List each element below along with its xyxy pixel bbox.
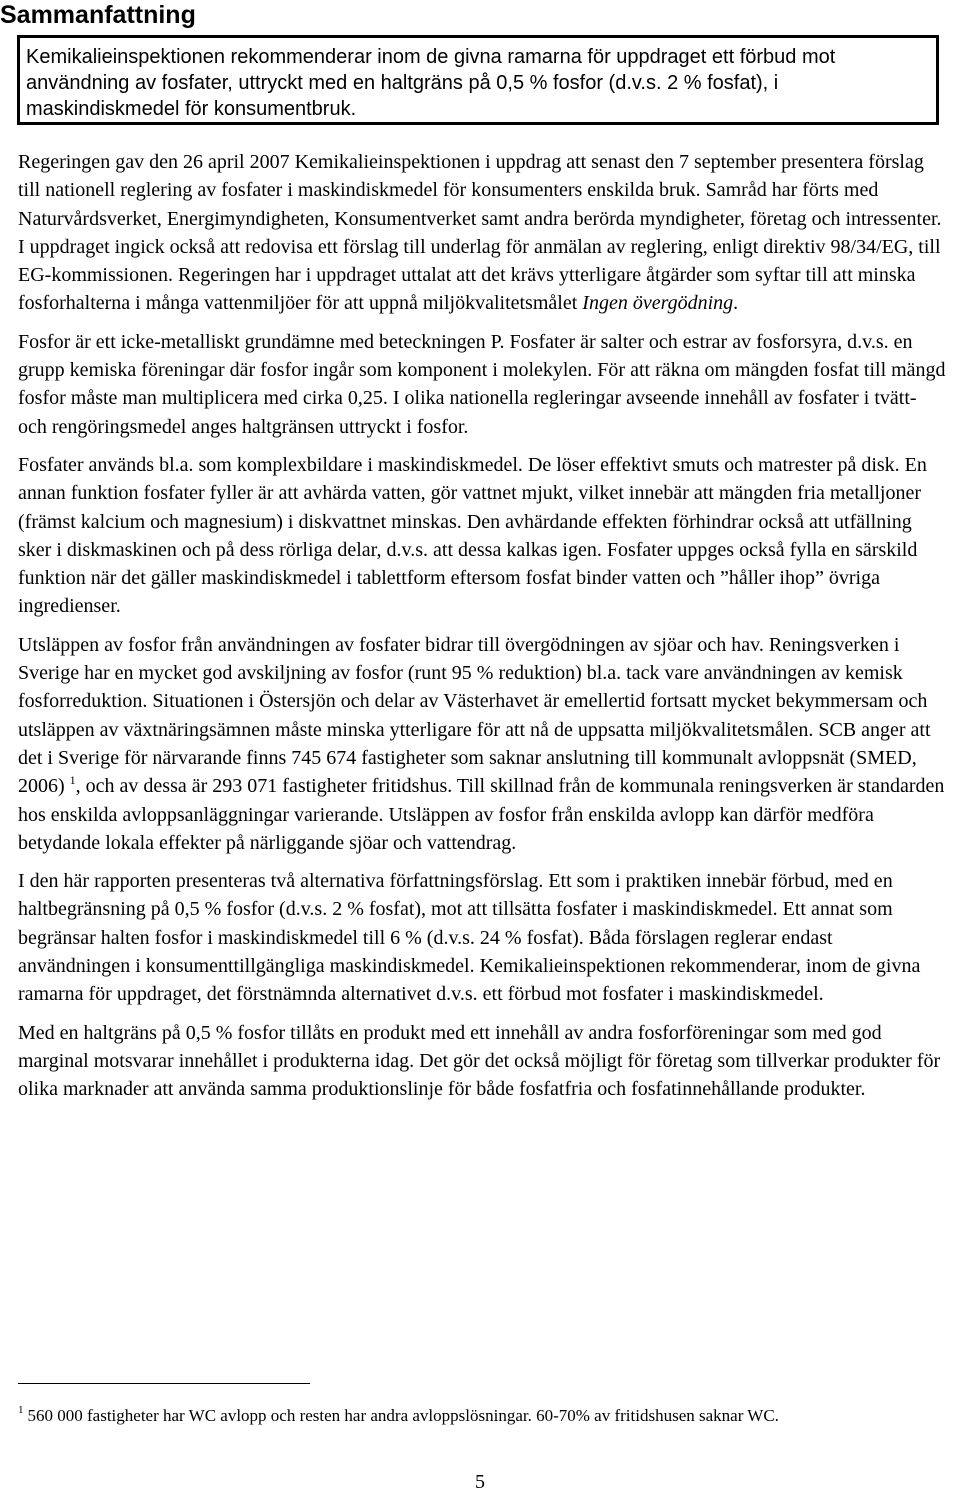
footnote-divider bbox=[18, 1383, 310, 1384]
paragraph: Med en haltgräns på 0,5 % fosfor tillåts en produkt med ett innehåll av andra fosforföreningar som med god marginal motsvarar innehållet i produkterna idag. Det gör det också möjligt för företag som tillverkar produkter för olika marknader att använda samma produktionslinje för både fosfatfria och fosfatinnehållande produkter. bbox=[18, 1021, 941, 1101]
paragraph: Fosfor är ett icke-metalliskt grundämne med beteckningen P. Fosfater är salter och estrar av fosforsyra, d.v.s. en grupp kemiska föreningar där fosfor ingår som komponent i molekylen. För att räkna om mängden fosfat till mängd fosfor måste man multiplicera med cirka 0,25. I olika nationella regleringar avseende innehåll av fosfater i tvätt- och rengöringsmedel anges haltgränsen uttryckt i fosfor. bbox=[18, 330, 946, 438]
paragraph-text-end: , och av dessa är 293 071 fastigheter fritidshus. Till skillnad från de kommunala reningsverken är standarden hos enskilda avloppsanläggningar varierande. Utsläppen av fosfor från enskilda avlopp kan därför medföra betydande lokala effekter på närliggande sjöar och vattendrag. bbox=[18, 775, 945, 854]
paragraph bbox=[18, 631, 946, 857]
page-number: 5 bbox=[475, 1471, 485, 1493]
paragraph-text: Utsläppen av fosfor från användningen av fosfater bidrar till övergödningen av sjöar och hav. Reningsverken i Sverige har en mycket god avskiljning av fosfor (runt 95 % reduktion) bl.a. tack vare användningen av kemisk fosforreduktion. Situationen i Östersjön och delar av Västerhavet är emellertid fortsatt mycket bekymmersam och utsläppen av växtnäringsämnen måste minska ytterligare för att nå de uppsatta miljökvalitetsmålen. SCB anger att det i Sverige för närvarande finns 745 674 fastigheter som saknar anslutning till kommunalt avloppsnät (SMED, 2006) bbox=[18, 633, 931, 798]
summary-text: Kemikalieinspektionen rekommenderar inom de givna ramarna för uppdraget ett förbud mot användning av fosfater, uttryckt med en haltgräns på 0,5 % fosfor (d.v.s. 2 % fosfat), i maskindiskmedel för konsumentbruk. bbox=[26, 46, 836, 120]
emphasis-text: Ingen övergödning bbox=[582, 292, 734, 315]
footnote-text: 560 000 fastigheter har WC avlopp och resten har andra avloppslösningar. 60-70% av fritidshusen saknar WC. bbox=[27, 1406, 779, 1425]
footnote-reference[interactable]: 1 bbox=[69, 773, 76, 788]
footnote bbox=[18, 1404, 948, 1428]
paragraph: Fosfater används bl.a. som komplexbildare i maskindiskmedel. De löser effektivt smuts och matrester på disk. En annan funktion fosfater fyller är att avhärda vatten, gör vattnet mjukt, vilket innebär att mängden fria metalljoner (främst kalcium och magnesium) i diskvattnet minskas. Den avhärdande effekten förhindrar också att utfällning sker i diskmaskinen och på dess rörliga delar, d.v.s. att dessa kalkas igen. Fosfater uppges också fylla en särskild funktion när det gäller maskindiskmedel i tablettform eftersom fosfat binder vatten och ”håller ihop” övriga ingredienser. bbox=[18, 453, 927, 618]
paragraph bbox=[18, 148, 946, 318]
paragraph-text: Regeringen gav den 26 april 2007 Kemikalieinspektionen i uppdrag att senast den 7 september presentera förslag till nationell reglering av fosfater i maskindiskmedel för konsumenters enskilda bruk. Samråd har förts med Naturvårdsverket, Energimyndigheten, Konsumentverket samt andra berörda myndigheter, företag och intressenter. I uppdraget ingick också att redovisa ett förslag till underlag för anmälan av reglering, enligt direktiv 98/34/EG, till EG-kommissionen. Regeringen har i uppdraget uttalat att det krävs ytterligare åtgärder som syftar till att minska fosforhalterna i många vattenmiljöer för att uppnå miljökvalitetsmålet bbox=[18, 151, 942, 315]
summary-box bbox=[17, 35, 939, 125]
paragraph-text-end: . bbox=[733, 292, 739, 315]
paragraph: I den här rapporten presenteras två alternativa författningsförslag. Ett som i praktiken innebär förbud, med en haltbegränsning på 0,5 % fosfor (d.v.s. 2 % fosfat), mot att tillsätta fosfater i maskindiskmedel. Ett annat som begränsar halten fosfor i maskindiskmedel till 6 % (d.v.s. 24 % fosfat). Båda förslagen reglerar endast användningen i konsumenttillgängliga maskindiskmedel. Kemikalieinspektionen rekommenderar, inom de givna ramarna för uppdraget, det förstnämnda alternativet d.v.s. ett förbud mot fosfater i maskindiskmedel. bbox=[18, 870, 921, 1006]
body-text bbox=[18, 148, 946, 1114]
section-heading: Sammanfattning bbox=[0, 1, 196, 29]
footnote-marker: 1 bbox=[18, 1404, 24, 1416]
